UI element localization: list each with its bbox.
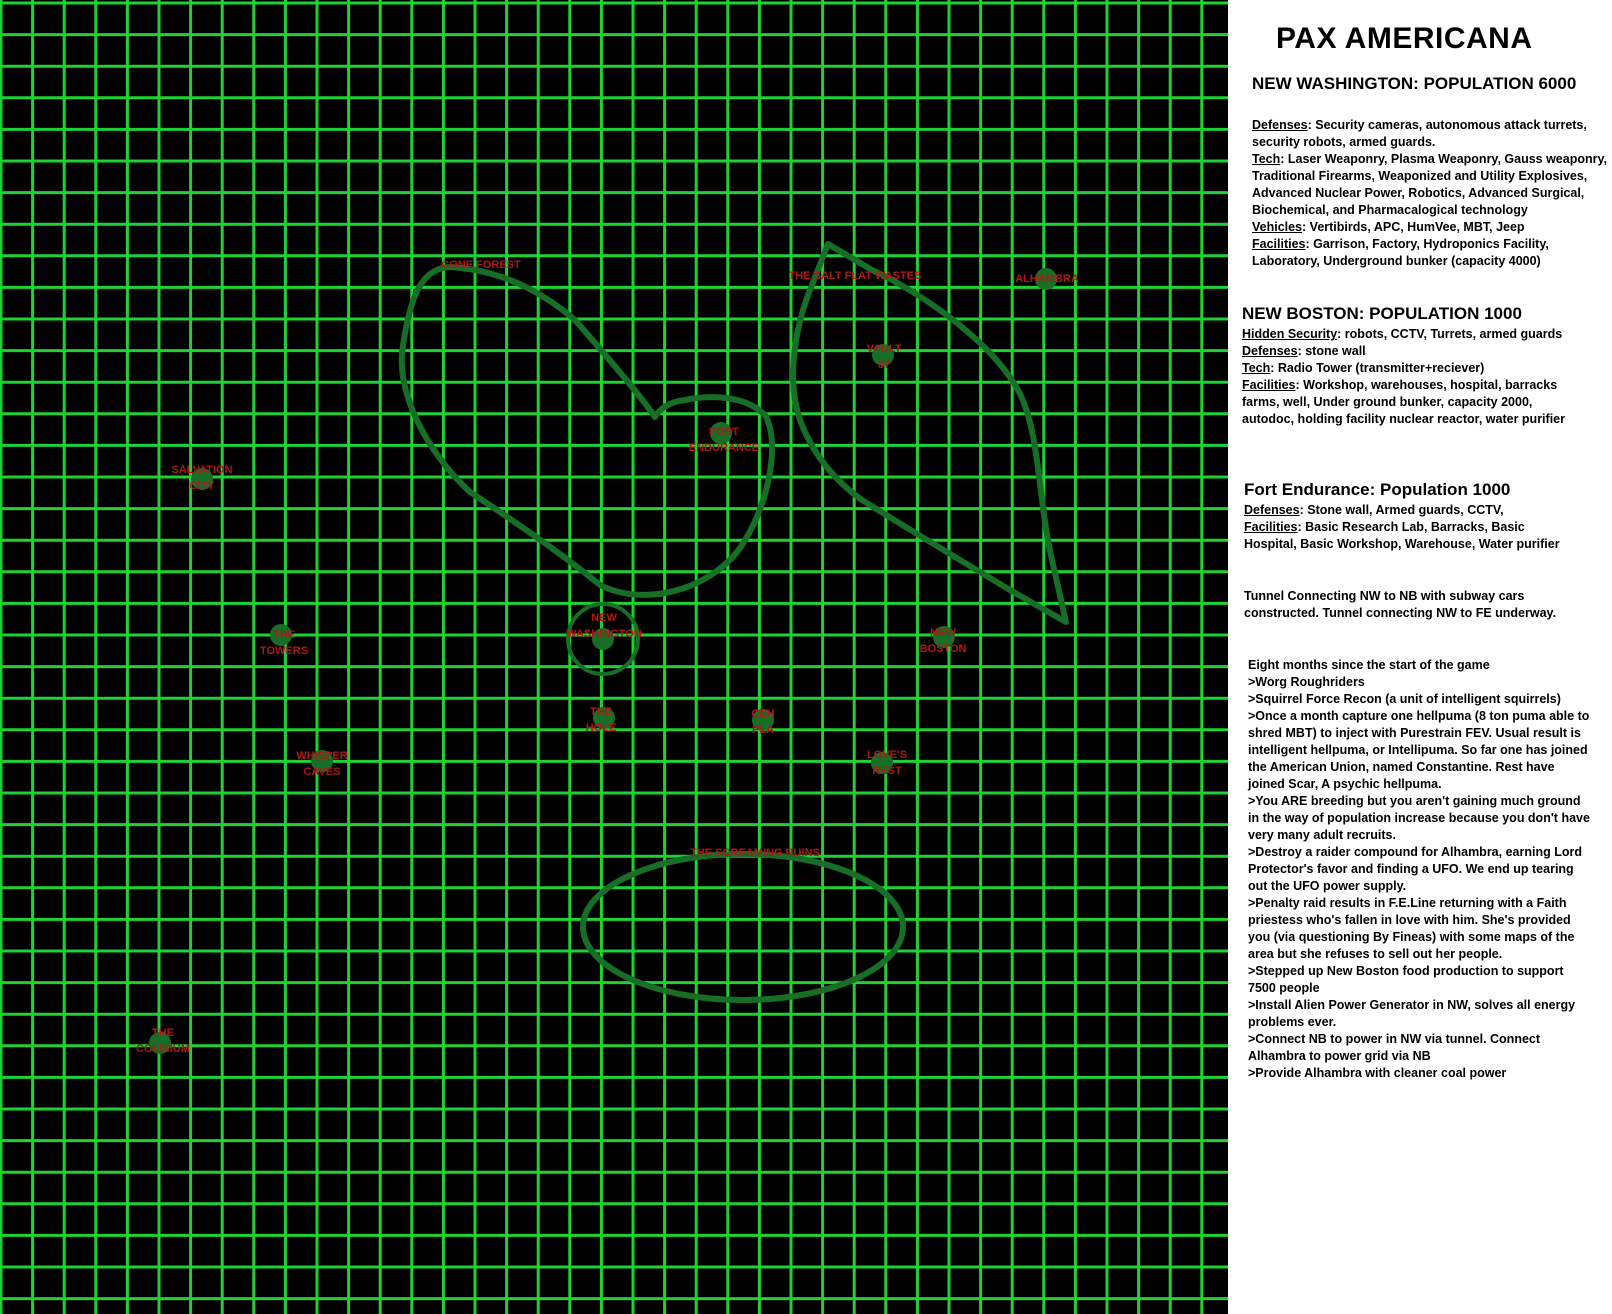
nb-hidden-security-text: : robots, CCTV, Turrets, armed guards (1337, 327, 1563, 341)
panel-title: PAX AMERICANA (1276, 22, 1533, 55)
fe-defenses-label: Defenses (1244, 503, 1300, 517)
log-entry: >Once a month capture one hellpuma (8 ton puma able to shred MBT) to inject with Purestrain FEV. Usual result is intelligent hellpuma, or Intellipuma. So far one has joined the American Union, named Constantine. Rest have joined Scar, A psychic hellpuma. (1248, 709, 1590, 791)
nb-facilities (1242, 377, 1582, 428)
nw-vehicles-label: Vehicles (1252, 220, 1303, 234)
log-entry: >Connect NB to power in NW via tunnel. Connect Alhambra to power grid via NB (1248, 1032, 1541, 1063)
label-vault-37: VAULT 37 (866, 343, 902, 371)
log-entry: >Squirrel Force Recon (a unit of intelligent squirrels) (1248, 692, 1561, 706)
fe-defenses (1244, 502, 1574, 519)
fe-defenses-text: : Stone wall, Armed guards, CCTV, (1299, 503, 1504, 517)
label-the-hole: THE HOLE (585, 706, 617, 734)
nb-defenses-label: Defenses (1242, 344, 1298, 358)
nb-defenses-text: : stone wall (1297, 344, 1366, 358)
label-salvation-city: SALVATION CITY (171, 464, 233, 492)
nw-tech (1252, 151, 1608, 219)
nw-defenses-label: Defenses (1252, 118, 1308, 132)
tunnel-note: Tunnel Connecting NW to NB with subway cars constructed. Tunnel connecting NW to FE underway. (1244, 589, 1557, 620)
label-fort-endurance: FORT ENDURANCE (688, 426, 760, 454)
fe-facilities-label: Facilities (1244, 520, 1298, 534)
nb-tech-text: : Radio Tower (transmitter+reciever) (1270, 361, 1485, 375)
label-the-colisium: THE COLISIUM (136, 1027, 190, 1055)
nb-facilities-text: : Workshop, warehouses, hospital, barracks farms, well, Under ground bunker, capacity 2000, autodoc, holding facility nuclear reactor, water purifier (1242, 378, 1565, 426)
label-the-towers: THE TOWERS (259, 629, 309, 657)
nw-tech-label: Tech (1252, 152, 1281, 166)
nb-details (1242, 326, 1582, 428)
label-loves-rest: LOVE'S REST (867, 749, 907, 777)
label-ceh-pla: CEH PLA (751, 708, 775, 736)
nb-defenses (1242, 343, 1582, 360)
nb-hidden-security (1242, 326, 1582, 343)
nw-vehicles-text: : Vertibirds, APC, HumVee, MBT, Jeep (1302, 220, 1525, 234)
nw-defenses (1252, 117, 1608, 151)
log-entry: Eight months since the start of the game (1248, 658, 1490, 672)
fe-facilities-text: : Basic Research Lab, Barracks, Basic Hospital, Basic Workshop, Warehouse, Water purifier (1244, 520, 1560, 551)
log-entry: >Worg Roughriders (1248, 675, 1365, 689)
nw-heading: NEW WASHINGTON: POPULATION 6000 (1252, 74, 1577, 93)
label-alhambra: ALHAMBRA (1015, 273, 1079, 285)
log-entry: >You ARE breeding but you aren't gaining much ground in the way of population increase because you don't have very many adult recruits. (1248, 794, 1590, 842)
nw-tech-text: : Laser Weaponry, Plasma Weaponry, Gauss weaponry, Traditional Firearms, Weaponized and Utility Explosives, Advanced Nuclear Power, Robotics, Advanced Surgical, Biochemical, and Pharmacalogical technology (1252, 152, 1607, 217)
nw-defenses-text: : Security cameras, autonomous attack turrets, security robots, armed guards. (1252, 118, 1587, 149)
fe-details (1244, 502, 1574, 553)
salt-flat-region (793, 244, 1066, 622)
fe-heading: Fort Endurance: Population 1000 (1244, 480, 1511, 499)
nw-vehicles (1252, 219, 1608, 236)
game-log (1248, 657, 1593, 1082)
nb-heading: NEW BOSTON: POPULATION 1000 (1242, 304, 1522, 323)
nb-hidden-security-label: Hidden Security (1242, 327, 1338, 341)
log-entry: >Stepped up New Boston food production to support 7500 people (1248, 964, 1564, 995)
log-entry: >Install Alien Power Generator in NW, solves all energy problems ever. (1248, 998, 1576, 1029)
nw-facilities-label: Facilities (1252, 237, 1306, 251)
label-whisper-caves: WHISPER CAVES (296, 750, 348, 778)
label-new-boston: NEW BOSTON (919, 627, 967, 655)
nw-details (1252, 117, 1608, 270)
log-entry: >Penalty raid results in F.E.Line returning with a Faith priestess who's fallen in love with him. She's provided you (via questioning By Fineas) with some maps of the area but she refuses to sell out her people. (1248, 896, 1575, 961)
label-salt-flat-wastes: THE SALT FLAT WASTES (788, 270, 922, 282)
log-entry: >Destroy a raider compound for Alhambra, earning Lord Protector's favor and finding a UFO. We end up tearing out the UFO power supply. (1248, 845, 1582, 893)
label-cone-forest: CONE FOREST (441, 259, 521, 271)
nw-facilities-text: : Garrison, Factory, Hydroponics Facility, Laboratory, Underground bunker (capacity 4000) (1252, 237, 1549, 268)
nb-facilities-label: Facilities (1242, 378, 1296, 392)
label-new-washington: NEW WASHINGTON (566, 612, 642, 640)
nb-tech-label: Tech (1242, 361, 1271, 375)
nb-tech (1242, 360, 1582, 377)
nw-facilities (1252, 236, 1608, 270)
info-panel (1228, 0, 1612, 1314)
label-screaming-ruins: THE SCREAMING RUINS (690, 847, 820, 859)
log-entry: >Provide Alhambra with cleaner coal power (1248, 1066, 1507, 1080)
fe-facilities (1244, 519, 1574, 553)
